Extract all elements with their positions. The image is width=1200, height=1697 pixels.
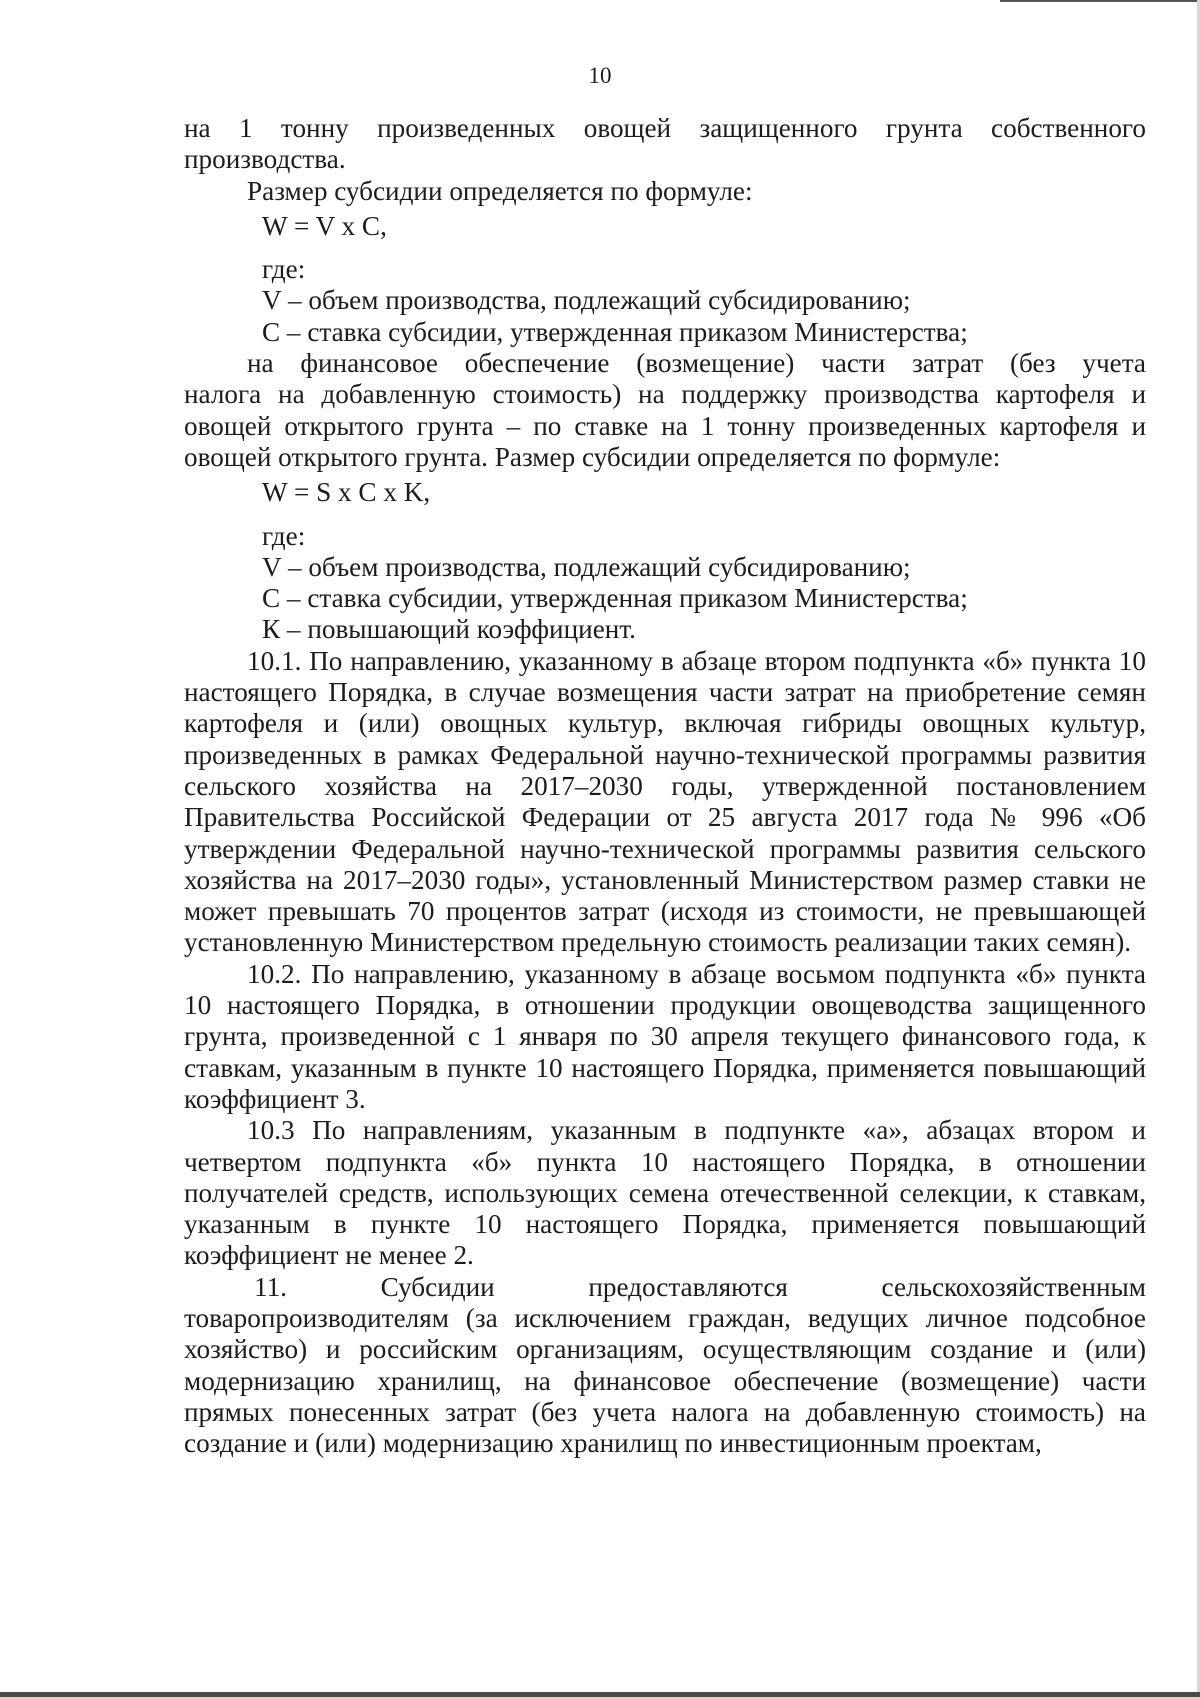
paragraph-line: налога на добавленную стоимость) на поддержку производства картофеля и (184, 379, 1146, 410)
page-number: 10 (588, 63, 612, 88)
scan-edge-bottom (0, 1692, 1200, 1697)
paragraph-11: 11. Субсидии предоставляются сельскохозяйственным товаропроизводителям (за исключением граждан, ведущих личное подсобное хозяйство) и российским организациям, осуществляющим создание и (или) модернизацию хранилищ, на финансовое обеспечение (возмещение) части прямых понесенных затрат (без учета налога на добавленную стоимость) на создание и (или) модернизацию хранилищ по инвестиционным проектам, (184, 1271, 1146, 1459)
variable-definition: C – ставка субсидии, утвержденная приказом Министерства; (262, 583, 968, 614)
where-label: где: (262, 520, 306, 551)
document-body (184, 113, 1146, 1459)
paragraph-line: овощей открытого грунта. Размер субсидии определяется по формуле: (184, 441, 1001, 472)
paragraph-10-3: 10.3 По направлениям, указанным в подпункте «а», абзацах втором и четвертом подпункта «б» пункта 10 настоящего Порядка, в отношении получателей средств, использующих семена отечественной селекции, к ставкам, указанным в пункте 10 настоящего Порядка, применяется повышающий коэффициент не менее 2. (184, 1115, 1146, 1271)
paragraph-line: на финансовое обеспечение (возмещение) части затрат (без учета (247, 348, 1146, 379)
formula: W = V x C, (262, 210, 387, 241)
variable-definition: V – объем производства, подлежащий субсидированию; (262, 285, 911, 316)
paragraph-10-2: 10.2. По направлению, указанному в абзаце восьмом подпункта «б» пункта 10 настоящего Порядка, в отношении продукции овощеводства защищенного грунта, произведенной с 1 января по 30 апреля текущего финансового года, к ставкам, указанным в пункте 10 настоящего Порядка, применяется повышающий коэффициент 3. (184, 958, 1146, 1114)
paragraph-line: овощей открытого грунта – по ставке на 1 тонну произведенных картофеля и (184, 410, 1146, 441)
paragraph-line: производства. (184, 144, 346, 175)
formula: W = S x C x K, (262, 477, 431, 508)
paragraph: Размер субсидии определяется по формуле: (247, 175, 753, 206)
scan-edge-top (1000, 0, 1200, 2)
variable-definition: C – ставка субсидии, утвержденная приказом Министерства; (262, 316, 968, 347)
paragraph-10-1: 10.1. По направлению, указанному в абзаце втором подпункта «б» пункта 10 настоящего Порядка, в случае возмещения части затрат на приобретение семян картофеля и (или) овощных культур, включая гибриды овощных культур, произведенных в рамках Федеральной научно-технической программы развития сельского хозяйства на 2017–2030 годы, утвержденной постановлением Правительства Российской Федерации от 25 августа 2017 года № 996 «Об утверждении Федеральной научно-технической программы развития сельского хозяйства на 2017–2030 годы», установленный Министерством размер ставки не может превышать 70 процентов затрат (исходя из стоимости, не превышающей установленную Министерством предельную стоимость реализации таких семян). (184, 645, 1146, 958)
where-label: где: (262, 254, 306, 285)
variable-definition: V – объем производства, подлежащий субсидированию; (262, 551, 911, 582)
variable-definition: К – повышающий коэффициент. (262, 614, 636, 645)
paragraph-line: на 1 тонну произведенных овощей защищенного грунта собственного (184, 113, 1146, 143)
